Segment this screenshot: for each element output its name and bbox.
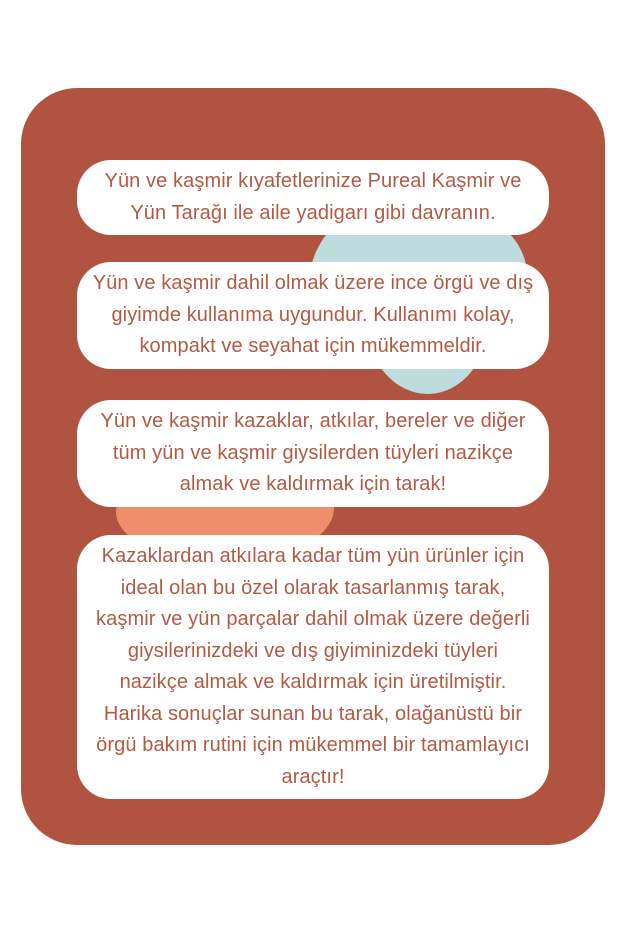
text-bubble-comb-purpose	[77, 400, 549, 507]
bubble-text: Kazaklardan atkılara kadar tüm yün ürünler için ideal olan bu özel olarak tasarlanmış tarak, kaşmir ve yün parçalar dahil olmak üzere değerli giysilerinizdeki ve dış giyiminizdeki tüyleri nazikçe almak ve kaldırmak için üretilmiştir. Harika sonuçlar sunan bu tarak, olağanüstü bir örgü bakım rutini için mükemmel bir tamamlayıcı araçtır!	[96, 545, 530, 788]
text-bubble-description	[77, 535, 549, 799]
infographic-card	[21, 88, 605, 845]
text-bubble-usage	[77, 262, 549, 369]
bubble-text: Yün ve kaşmir kazaklar, atkılar, bereler ve diğer tüm yün ve kaşmir giysilerden tüyleri nazikçe almak ve kaldırmak için tarak!	[100, 410, 526, 495]
bubble-text: Yün ve kaşmir dahil olmak üzere ince örgü ve dış giyimde kullanıma uygundur. Kullanımı kolay, kompakt ve seyahat için mükemmeldir.	[92, 272, 534, 357]
bubble-text: Yün ve kaşmir kıyafetlerinize Pureal Kaşmir ve Yün Tarağı ile aile yadigarı gibi davranın.	[104, 170, 522, 224]
text-bubble-heirloom	[77, 160, 549, 235]
